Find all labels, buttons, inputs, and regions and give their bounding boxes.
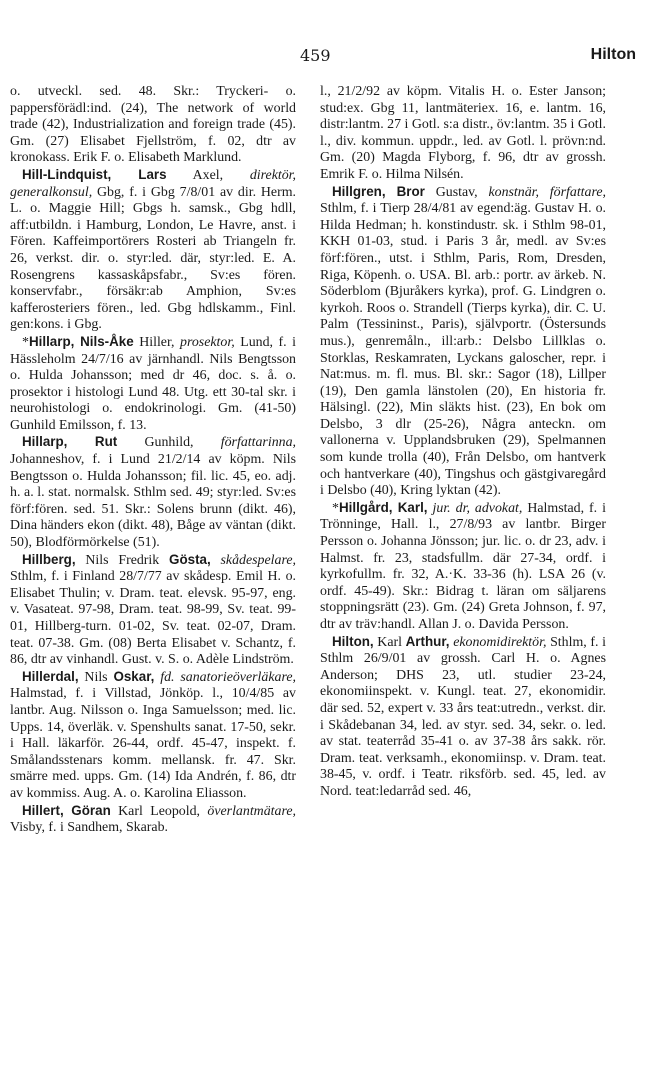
entry-call-name: Gösta, <box>169 551 211 567</box>
entry-name: Hillarp, Nils-Åke <box>28 333 134 349</box>
entry-text: o. utveckl. sed. 48. Skr.: Tryckeri- o. pappersförädl:ind. (24), The network of world trade (42), Industrialization and foreign trade (45). Gm. (27) Elisabet Fjellström, f. 02, dtr av kronokass. Erik F. o. Elisabeth Marklund. <box>10 84 296 166</box>
entry-text: Sthlm, f. i Sthlm 26/9/01 av grossh. Carl H. o. Agnes Anderson; DHS 23, utl. studier 23-24, ekonomiinspekt. v. Kungl. teat. 27, ekonomidir. där sed. 52, expert v. 33 års teat:utredn., verkst. dir. i Skådebanan 34, led. av styr. sed. 34, sekr. o. led. av stat. teaterråd 35-41 o. av 37-38 års sakk. rör. Dram. teat. verksamh., ekonomiinsp. v. Dram. teat. 38-45, v. ordf. i Teatr. riksförb. sed. 45, led. av Nord. teat:ledarråd sed. 46, <box>320 634 606 799</box>
right-column <box>320 84 606 801</box>
entry-occupation: jur. dr, advokat, <box>432 500 523 516</box>
entry-text: Gbg, f. i Gbg 7/8/01 av dir. Herm. L. o. Maggie Hill; Gbgs h. samsk., Gbg hdll, aff:utbildn. i Hamburg, London, Le Havre, anst. i Fören. Kaffeimportörers Rosteri ab Triangeln fr. 26, verkst. dir. o. styr:led. där, styr:led. E. A. Rosengrens kassaskåpsfabr., Sv:es fören. konservfabr., försäkr:ab Amphion, Sv:es kafferosteriers fören., led. Gbg hdlskamm., Finl. gen:kons. i Gbg. <box>10 184 296 333</box>
entry <box>10 434 296 551</box>
entry <box>10 334 296 435</box>
entry-given-names: Karl Leopold, <box>110 803 208 819</box>
page-number: 459 <box>300 46 331 65</box>
entry-given-names: Axel, <box>166 167 250 183</box>
entry-given-names: Karl <box>373 634 406 650</box>
entry-text: l., 21/2/92 av köpm. Vitalis H. o. Ester Janson; stud:ex. Gbg 11, lantmäteriex. 16, e. lantm. 16, distr:lantm. 27 i Gotl. s:a distr., öv:lantm. 35 i Gotl. l., div. kommun. uppdr., led. av Gotl. l. prövn:nd. Gm. (20) Magda Flyborg, f. 96, dtr av grossh. Emrik F. o. Hilma Nilsén. <box>320 84 606 182</box>
entry-given-names: Gunhild, <box>117 435 221 451</box>
entry-text: Johanneshov, f. i Lund 21/2/14 av köpm. Nils Bengtsson o. Hulda Johansson; fil. lic. 45, eo. adj. h. a. l. stat. normalsk. Sthlm sed. 49; styr:led. Sv:es förf:fören. sed. 51. Skr.: Solens brunn (dikt. 46), Dina händers ekon (dikt. 48), Båge av väntan (dikt. 50), Blodförmörkelse (51). <box>10 452 296 551</box>
entry-text: Halmstad, f. i Trönninge, Hall. l., 27/8/93 av lantbr. Birger Persson o. Johanna Jönsson; jur. lic. o. dr 23, adv. i Halmst. fr. 23, stadsfullm. där 27-34, ordf. i kyrkofullm. fr. 32, A.·K. 33-36 (h). LSA 26 (v. ordf. 45-49). Skr.: Bidrag t. läran om säljarens stoppningsrätt (23). Gm. (24) Greta Johnson, f. 97, dtr av träv:handl. Allan J. o. Davida Persson. <box>320 500 606 632</box>
entry-marker: * <box>22 334 29 350</box>
entry-given-names: Nils Fredrik <box>75 552 170 568</box>
running-head: Hilton <box>590 46 636 63</box>
entry-name: Hilton, <box>332 633 374 649</box>
entry-occupation: skådespelare, <box>210 552 296 568</box>
entry-text: Sthlm, f. i Tierp 28/4/81 av egend:äg. Gustav H. o. Hilda Hedman; h. konstindustr. sk. i Sthlm 98-01, KKH 01-03, stud. i Paris 3 år, medl. av Sv:es förf:fören., utst. i Sthlm, Paris, Rom, Dresden, Riga, Köpenh. o. USA. Bl. arb.: portr. av ärkeb. N. Söderblom (Bjuråkers kyrka), prof. G. Lindgren o. kyrkoh. Roos o. Strandell (Tierps kyrka), dir. C. U. Palm (Tessininst., Paris), självportr. (Östersunds mus.), genremåln., ill:arb.: Delsbo Lillklas o. Storklas, Reskamraten, Lyckans galoscher, repr. i Nat:mus. m. fl. mus. Bl. skr.: Sagor (18), Lillper (19), Den gamla länstolen (20), En historia fr. Hälsingl. (22), Min släkts hist. (23), En bok om Delsbo, 3 dlr (25-26), Några anteckn. om vallonerna v. Upplandsbruken (29), Spelmannen som kunde trolla (40), Från Delsbo, om hantverk och hantverkare (40), Tingshus och gästgivaregård i Delsbo (40), Kring lyktan (42). <box>320 201 606 499</box>
entry-marker: * <box>332 500 339 516</box>
entry-call-name: Oskar, <box>113 668 155 684</box>
entry <box>10 167 296 334</box>
entry-name: Hillberg, <box>22 551 76 567</box>
entry <box>10 803 296 837</box>
entry-occupation: fd. sanatorieöverläkare, <box>154 669 296 685</box>
entry-name: Hill-Lindquist, Lars <box>22 166 167 182</box>
entry <box>320 184 606 500</box>
entry-occupation: överlantmätare, <box>207 803 296 819</box>
entry-name: Hillgren, Bror <box>332 183 425 199</box>
entry-call-name: Arthur, <box>405 633 450 649</box>
entry-text: Visby, f. i Sandhem, Skarab. <box>10 820 168 836</box>
entry-text: Sthlm, f. i Finland 28/7/77 av skådesp. Emil H. o. Elisabet Thulin; v. Dram. teat. elevsk. 95-97, eng. v. Vasateat. 97-98, Dram. teat. 98-99, Sv. teat. 99-01, Hillberg-turn. 01-02, Sv. teat. 02-07, Dram. teat. 07-38. Gm. (08) Berta Elisabet v. Schantz, f. 86, dtr av vinhandl. Gust. v. S. o. Adèle Lindström. <box>10 569 296 668</box>
entry <box>320 84 606 184</box>
entry-name: Hillerdal, <box>22 668 79 684</box>
entry-given-names: Hiller, <box>133 334 181 350</box>
entry-text: Lund, f. i Hässleholm 24/7/16 av järnhandl. Nils Bengtsson o. Hulda Johansson; med dr 46, doc. s. å. o. prosektor i histologi Lund 48. Utg. ett 30-tal skr. i neurohistologi o. endokrinologi. Gm. (41-50) Gunhild Emilsson, f. 13. <box>10 334 296 433</box>
entry-name: Hillgård, Karl, <box>338 499 428 515</box>
entry <box>10 669 296 803</box>
entry-name: Hillert, Göran <box>22 802 111 818</box>
entry <box>10 552 296 669</box>
entry-occupation: direktör, generalkonsul, <box>10 167 297 200</box>
entry-occupation: prosektor, <box>180 334 235 350</box>
entry-occupation: konstnär, författare, <box>488 184 607 200</box>
entry-name: Hillarp, Rut <box>22 434 118 450</box>
entry-occupation: ekonomidirektör, <box>449 634 547 650</box>
entry-text: Halmstad, f. i Villstad, Jönköp. l., 10/4/85 av lantbr. Aug. Nilsson o. Inga Samuelsson; med. lic. Upps. 14, överläk. v. Spenshults sanat. 17-50, sekr. i Hall. läkarför. 26-44, ordf. 45-47, inspekt. f. Smålandsstenars komm. mellansk. fr. 47. Skr. smärre med. upps. Gm. (14) Ida Andrén, f. 86, dtr av kommiss. Aug. A. o. Karolina Eliasson. <box>10 686 296 801</box>
left-column <box>10 84 296 837</box>
entry-given-names: Nils <box>78 669 114 685</box>
entry <box>10 84 296 167</box>
entry <box>320 500 606 634</box>
entry-occupation: författarinna, <box>220 435 297 451</box>
entry-given-names: Gustav, <box>424 184 489 200</box>
entry <box>320 634 606 801</box>
